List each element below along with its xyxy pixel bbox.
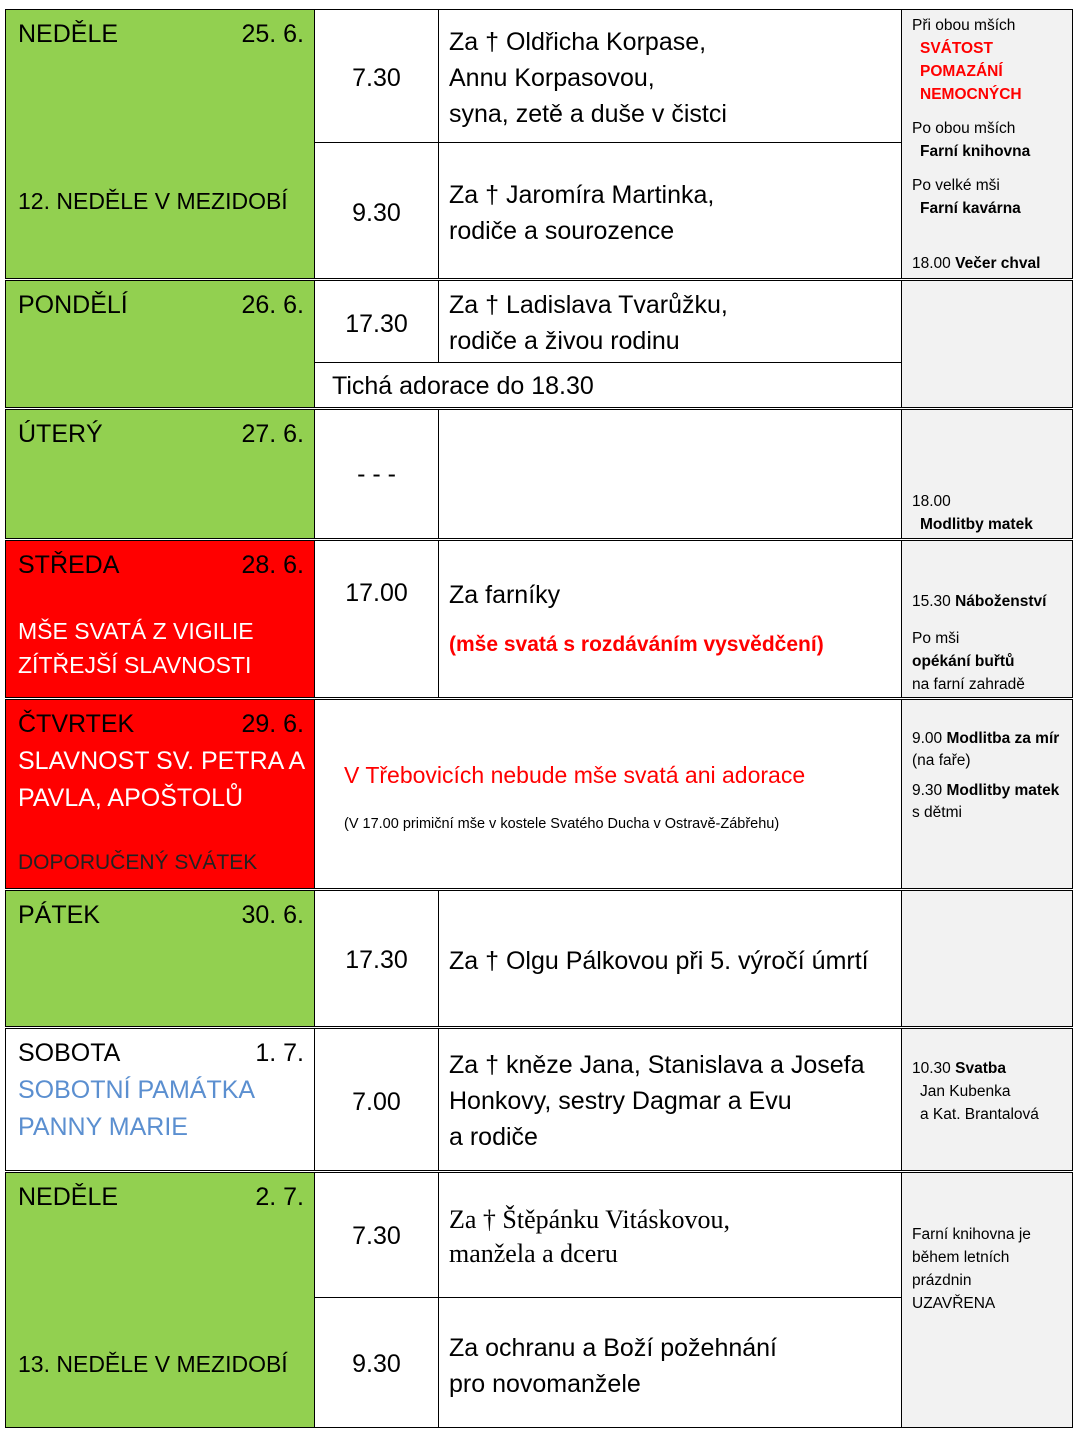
note-line: (na faře): [912, 752, 971, 769]
day-name: NEDĚLE: [18, 1183, 119, 1211]
intent-cell: [438, 540, 902, 698]
intent-cell: [438, 409, 902, 539]
day-subtitle: 13. NEDĚLE V MEZIDOBÍ: [18, 1351, 288, 1377]
note-text: Náboženství: [955, 593, 1047, 610]
note-line: opékání buřtů: [912, 653, 1015, 670]
day-cell-sunday-2: [5, 1172, 315, 1428]
day-cell-sunday-1: [5, 9, 315, 279]
intent-line: rodiče a sourozence: [449, 217, 675, 245]
day-subtitle: PANNY MARIE: [18, 1113, 188, 1141]
day-cell-thursday: [5, 699, 315, 889]
time-cell: [314, 142, 439, 279]
intent-cell: [438, 890, 902, 1027]
time-cell: [314, 409, 439, 539]
day-date: 27. 6.: [241, 420, 304, 448]
time-cell: [314, 1297, 439, 1428]
mass-time: 7.30: [352, 64, 401, 92]
intent-cell: [438, 142, 902, 279]
note-line: a Kat. Brantalová: [920, 1106, 1039, 1123]
note-line: Po velké mši: [912, 177, 1000, 194]
adoration-cell: [314, 362, 902, 408]
day-date: 25. 6.: [241, 20, 304, 48]
time-cell: [314, 540, 439, 698]
note-text: Svatba: [955, 1060, 1006, 1077]
intent-line: Za † Oldřicha Korpase,: [449, 28, 707, 56]
day-subtitle: ZÍTŘEJŠÍ SLAVNOSTI: [18, 652, 252, 678]
intent-cell: [438, 280, 902, 363]
time-cell: [314, 1172, 439, 1298]
note-line: Při obou mších: [912, 17, 1016, 34]
day-name: NEDĚLE: [18, 20, 119, 48]
intent-line: syna, zetě a duše v čistci: [449, 100, 727, 128]
note-time: 9.30: [912, 782, 943, 799]
day-name: ČTVRTEK: [18, 710, 135, 738]
day-date: 30. 6.: [241, 901, 304, 929]
note-line: Modlitby matek: [920, 516, 1033, 533]
notes-cell: [901, 280, 1073, 408]
day-date: 2. 7.: [255, 1183, 304, 1211]
notes-cell: [901, 409, 1073, 539]
mass-time: 9.30: [352, 1350, 401, 1378]
intent-line: Za † Olgu Pálkovou při 5. výročí úmrtí: [449, 947, 869, 975]
mass-time: 17.00: [345, 579, 408, 607]
day-name: PONDĚLÍ: [18, 291, 128, 319]
day-cell-monday: [5, 280, 315, 408]
notes-cell: [901, 890, 1073, 1027]
day-date: 29. 6.: [241, 710, 304, 738]
day-cell-friday: [5, 890, 315, 1027]
day-cell-wednesday: [5, 540, 315, 698]
day-subtitle: SOBOTNÍ PAMÁTKA: [18, 1076, 256, 1104]
time-cell: [314, 9, 439, 143]
intent-line: Honkovy, sestry Dagmar a Evu: [449, 1087, 792, 1115]
day-subtitle: 12. NEDĚLE V MEZIDOBÍ: [18, 188, 288, 214]
time-cell: [314, 280, 439, 363]
time-cell: [314, 1028, 439, 1171]
day-date: 1. 7.: [255, 1039, 304, 1067]
notes-cell: [901, 1172, 1073, 1428]
note-line: Farní kavárna: [920, 200, 1021, 217]
mass-time: - - -: [357, 460, 396, 488]
mass-time: 17.30: [345, 310, 408, 338]
time-cell: [314, 890, 439, 1027]
day-subtitle: PAVLA, APOŠTOLŮ: [18, 784, 244, 812]
day-feast-note: DOPORUČENÝ SVÁTEK: [18, 851, 258, 874]
note-time: 15.30: [912, 593, 951, 610]
note-line: na farní zahradě: [912, 676, 1025, 693]
day-subtitle: SLAVNOST SV. PETRA A: [18, 747, 306, 775]
note-line: Jan Kubenka: [920, 1083, 1011, 1100]
note-line: Farní knihovna je: [912, 1226, 1031, 1243]
day-date: 26. 6.: [241, 291, 304, 319]
mass-time: 7.30: [352, 1222, 401, 1250]
intent-line: a rodiče: [449, 1123, 538, 1151]
notes-cell: [901, 699, 1073, 889]
day-name: PÁTEK: [18, 901, 100, 929]
intent-line: Za † Štěpánku Vitáskovou,: [449, 1205, 731, 1234]
notes-cell: [901, 9, 1073, 279]
notes-cell: [901, 540, 1073, 698]
note-line: Farní knihovna: [920, 143, 1031, 160]
note-line: SVÁTOST: [920, 40, 993, 57]
day-cell-saturday: [5, 1028, 315, 1171]
note-line: Po mši: [912, 630, 960, 647]
note-line: během letních: [912, 1249, 1010, 1266]
note-line: Po obou mších: [912, 120, 1016, 137]
adoration-text: Tichá adorace do 18.30: [332, 372, 594, 400]
intent-line: Za † kněze Jana, Stanislava a Josefa: [449, 1051, 865, 1079]
note-line: prázdnin: [912, 1272, 972, 1289]
announcement-text: V Třebovicích nebude mše svatá ani adorace: [344, 762, 806, 788]
intent-cell: [438, 9, 902, 143]
note-line: POMAZÁNÍ: [920, 63, 1003, 80]
intent-line: Za † Jaromíra Martinka,: [449, 181, 715, 209]
note-text: Večer chval: [955, 255, 1041, 272]
day-name: SOBOTA: [18, 1039, 121, 1067]
intent-line: pro novomanžele: [449, 1370, 641, 1398]
mass-time: 9.30: [352, 199, 401, 227]
announcement-cell: [314, 699, 902, 889]
intent-cell: [438, 1028, 902, 1171]
notes-cell: [901, 1028, 1073, 1171]
note-line: 18.00: [912, 493, 951, 510]
note-time: 18.00: [912, 255, 951, 272]
note-time: 10.30: [912, 1060, 951, 1077]
note-line: UZAVŘENA: [912, 1295, 996, 1312]
note-text: Modlitba za mír: [946, 730, 1060, 747]
note-line: s dětmi: [912, 804, 962, 821]
day-subtitle: MŠE SVATÁ Z VIGILIE: [18, 618, 254, 644]
intent-line: Annu Korpasovou,: [449, 64, 655, 92]
intent-line: Za farníky: [449, 581, 561, 609]
day-name: STŘEDA: [18, 551, 120, 579]
intent-cell: [438, 1297, 902, 1428]
intent-line: Za ochranu a Boží požehnání: [449, 1334, 778, 1362]
note-line: NEMOCNÝCH: [920, 86, 1022, 103]
intent-line: manžela a dceru: [449, 1239, 618, 1268]
intent-note: (mše svatá s rozdáváním vysvědčení): [449, 633, 824, 656]
mass-time: 17.30: [345, 946, 408, 974]
note-time: 9.00: [912, 730, 943, 747]
note-text: Modlitby matek: [946, 782, 1060, 799]
intent-line: Za † Ladislava Tvarůžku,: [449, 291, 728, 319]
announcement-subtext: (V 17.00 primiční mše v kostele Svatého Ducha v Ostravě-Zábřehu): [344, 816, 780, 832]
intent-line: rodiče a živou rodinu: [449, 327, 680, 355]
intent-cell: [438, 1172, 902, 1298]
day-cell-tuesday: [5, 409, 315, 539]
mass-time: 7.00: [352, 1088, 401, 1116]
day-name: ÚTERÝ: [18, 420, 103, 448]
day-date: 28. 6.: [241, 551, 304, 579]
